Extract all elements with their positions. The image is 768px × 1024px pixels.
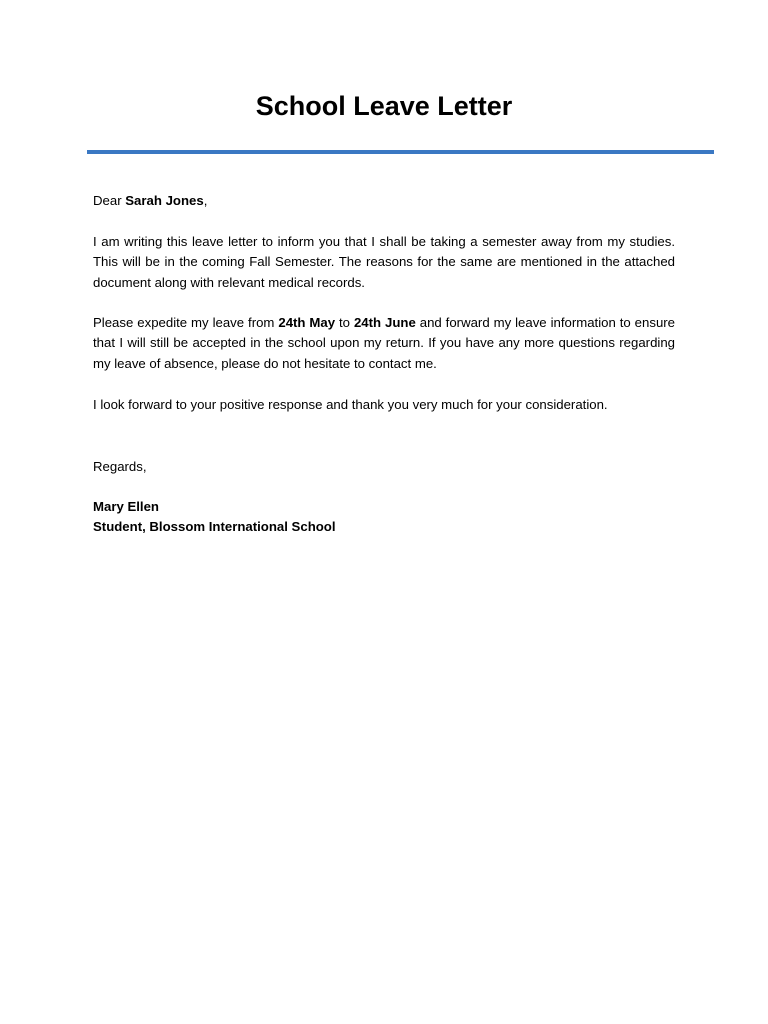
paragraph-thanks: I look forward to your positive response and thank you very much for your consideration. xyxy=(93,397,608,412)
recipient-name: Sarah Jones xyxy=(125,193,204,208)
salutation xyxy=(93,191,675,211)
paragraph-request-part3: and forward my leave information to ensure that I will still be accepted in the school upon my return. If you have any more questions regarding my leave of absence, please do not hesitate to contact me. xyxy=(93,315,676,371)
paragraph-request xyxy=(93,313,675,374)
closing: Regards, xyxy=(93,459,147,474)
signature-title: Student, Blossom International School xyxy=(93,519,336,534)
paragraph-request-part2: to xyxy=(335,315,354,330)
letter-title: School Leave Letter xyxy=(255,91,513,121)
signature-name: Mary Ellen xyxy=(93,499,159,514)
paragraph-request-part1: Please expedite my leave from xyxy=(93,315,279,330)
title-divider xyxy=(87,150,714,154)
salutation-prefix: Dear xyxy=(93,193,126,208)
leave-end-date: 24th June xyxy=(353,315,416,330)
leave-start-date: 24th May xyxy=(278,315,336,330)
salutation-suffix: , xyxy=(203,193,208,208)
paragraph-intro: I am writing this leave letter to inform you that I shall be taking a semester away from my studies. This will be in the coming Fall Semester. The reasons for the same are mentioned in the attached document along with relevant medical records. xyxy=(93,234,675,290)
